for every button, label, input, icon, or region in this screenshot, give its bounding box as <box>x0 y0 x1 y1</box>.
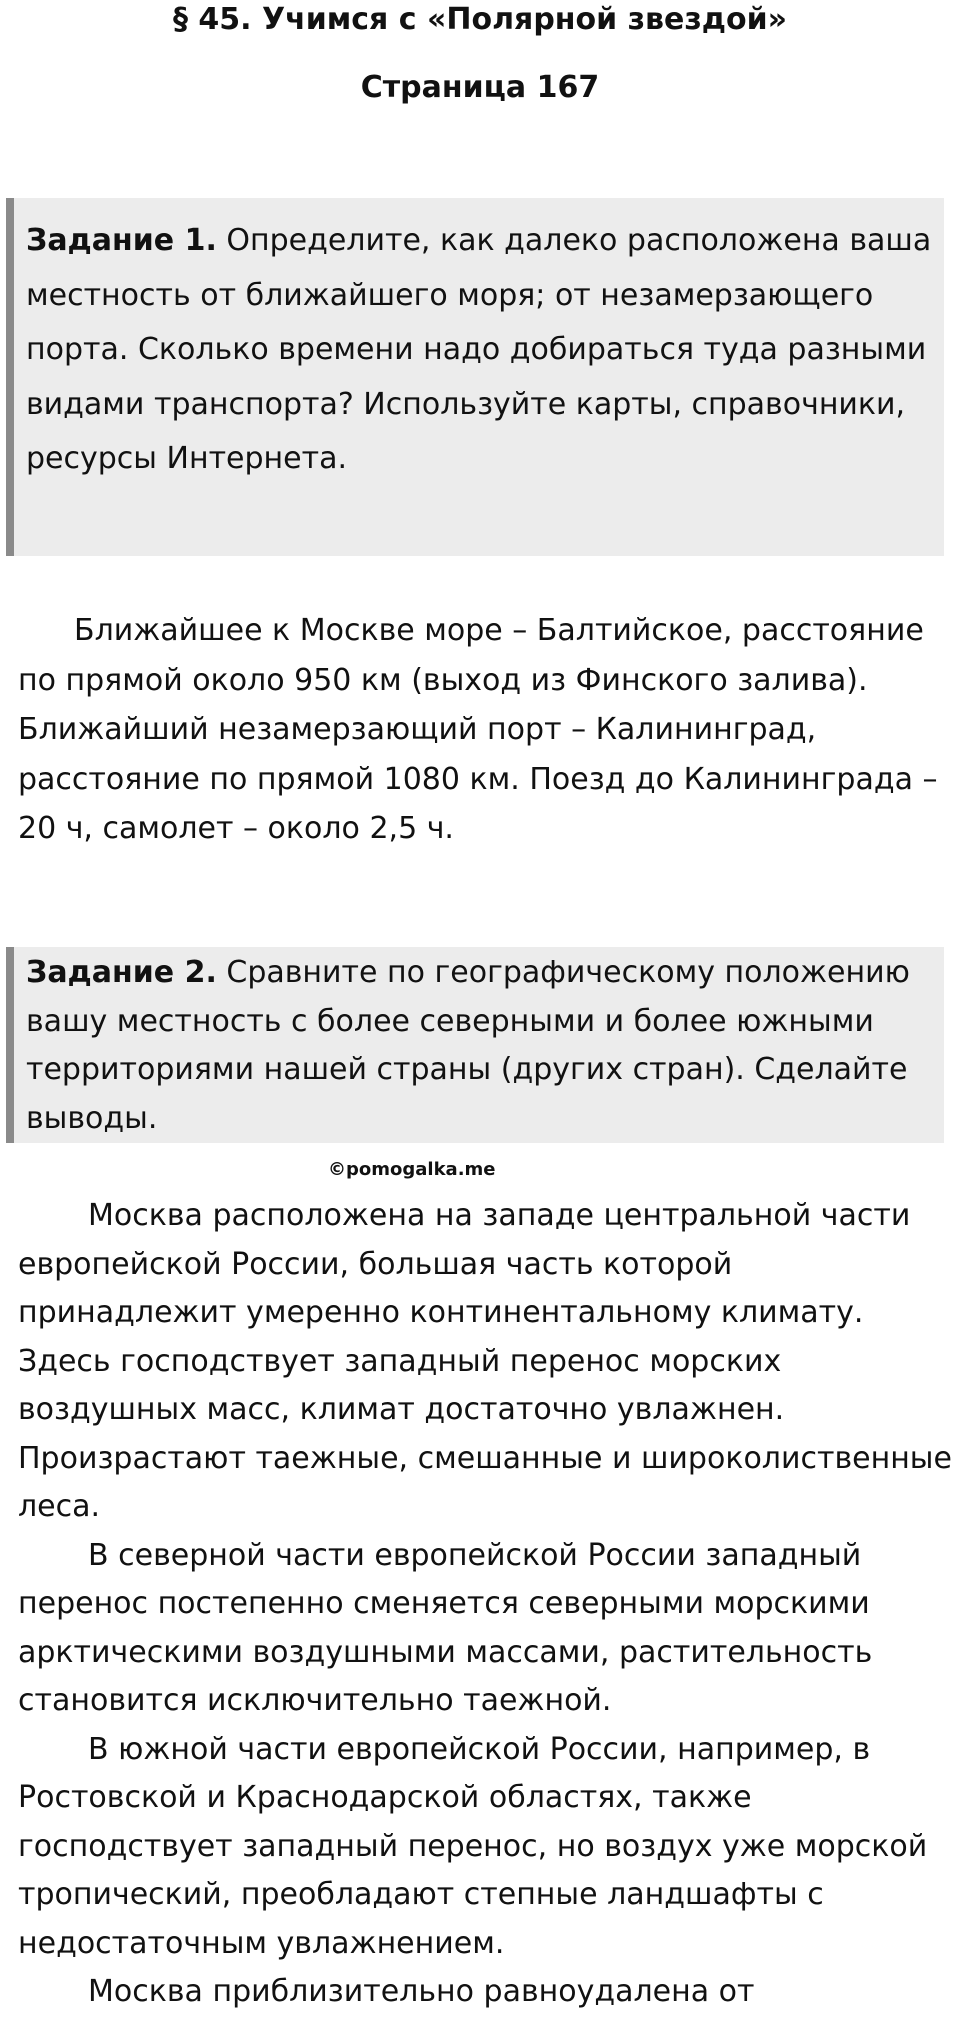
answer-2-paragraph: Москва расположена на западе центральной части европейской России, большая часть которой принадлежит умеренно континентальному климату. Здесь господствует западный перенос морских воздушных масс, климат достаточно увлажнен. Произрастают таежные, смешанные и широколиственные леса. <box>18 1198 952 1524</box>
task-1-box <box>6 198 944 556</box>
answer-2-paragraph: В северной части европейской России западный перенос постепенно сменяется северными морскими арктическими воздушными массами, растительность становится исключительно таежной. <box>18 1537 873 1718</box>
answer-2-paragraph: Москва приблизительно равноудалена от <box>88 1974 755 2009</box>
answer-1 <box>18 606 953 854</box>
watermark: ©pomogalka.me <box>328 1159 496 1180</box>
page-subtitle: Страница 167 <box>360 70 600 105</box>
task-2-label: Задание 2. <box>26 955 217 990</box>
task-2-box <box>6 947 944 1143</box>
task-1-label: Задание 1. <box>26 223 217 258</box>
page-title: § 45. Учимся с «Полярной звездой» <box>172 2 788 37</box>
task-1-text: Определите, как далеко расположена ваша местность от ближайшего моря; от незамерзающего порта. Сколько времени надо добираться туда разными видами транспорта? Используйте карты, справочники, ресурсы Интернета. <box>26 223 932 476</box>
task-2-text: Сравните по географическому положению вашу местность с более северными и более южными территориями нашей страны (других стран). Сделайте выводы. <box>26 955 910 1136</box>
answer-2 <box>18 1192 953 2017</box>
answer-2-paragraph: В южной части европейской России, например, в Ростовской и Краснодарской областях, также господствует западный перенос, но воздух уже морской тропический, преобладают степные ландшафты с недостаточным увлажнением. <box>18 1731 928 1961</box>
answer-1-paragraph: Ближайшее к Москве море – Балтийское, расстояние по прямой около 950 км (выход из Финского залива). Ближайший незамерзающий порт – Калининград, расстояние по прямой 1080 км. Поезд до Калининграда – 20 ч, самолет – около 2,5 ч. <box>18 613 938 846</box>
